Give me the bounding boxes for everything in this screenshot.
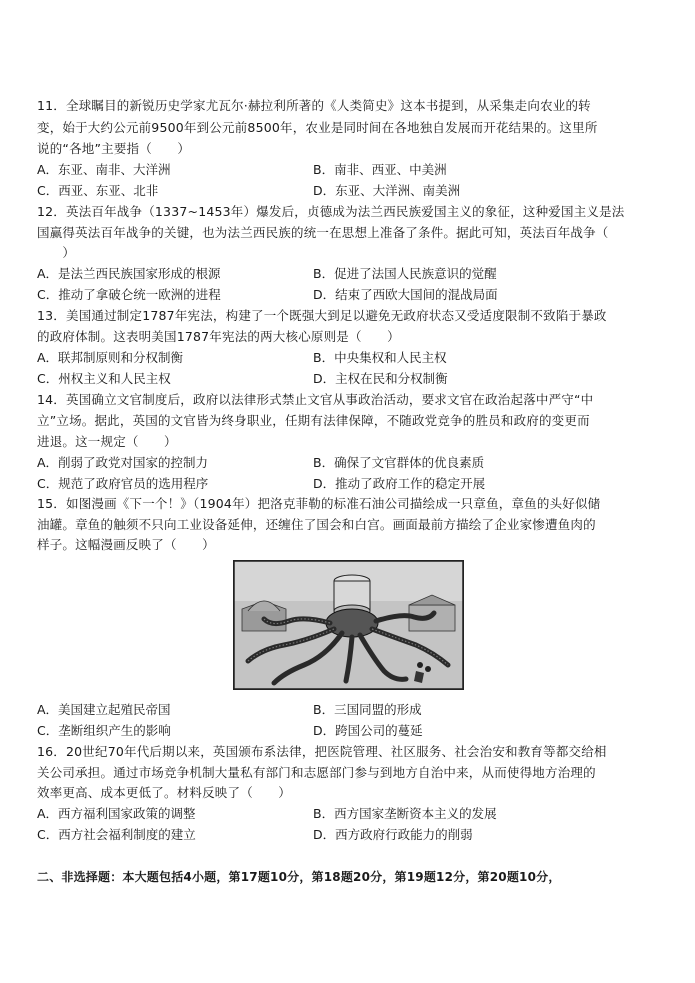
q12-option-b[interactable]: B．促进了法国人民族意识的觉醒	[313, 266, 497, 281]
q15-stem-line-3: 样子。这幅漫画反映了（ ）	[37, 537, 215, 552]
q12-option-d[interactable]: D．结束了西欧大国间的混战局面	[313, 287, 498, 302]
q12-stem-line-3: ）	[37, 245, 76, 260]
q14-option-c[interactable]: C．规范了政府官员的选用程序	[37, 476, 209, 491]
q14-stem-line-3: 进退。这一规定（ ）	[37, 434, 177, 449]
q14-stem-line-1: 14．英国确立文官制度后，政府以法律形式禁止文官从事政治活动，要求文官在政治起落中严守“中	[37, 392, 594, 407]
q16-stem-line-3: 效率更高、成本更低了。材料反映了（ ）	[37, 785, 292, 800]
q16-stem-line-2: 关公司承担。通过市场竞争机制大量私有部门和志愿部门参与到地方自治中来，从而使得地方治理的	[37, 765, 596, 780]
q13-option-d[interactable]: D．主权在民和分权制衡	[313, 371, 448, 386]
q12-option-a[interactable]: A．是法兰西民族国家形成的根源	[37, 266, 221, 281]
q15-option-c[interactable]: C．垄断组织产生的影响	[37, 723, 171, 738]
q13-option-c[interactable]: C．州权主义和人民主权	[37, 371, 171, 386]
q16-option-d[interactable]: D．西方政府行政能力的削弱	[313, 827, 473, 842]
octopus-cartoon-image	[233, 560, 464, 690]
octopus-cartoon-illustration	[234, 561, 463, 689]
q13-stem-line-1: 13．美国通过制定1787年宪法，构建了一个既强大到足以避免无政府状态又受适度限制不致陷于暴政	[37, 308, 607, 323]
q13-option-b[interactable]: B．中央集权和人民主权	[313, 350, 447, 365]
q11-stem-line-2: 变，始于大约公元前9500年到公元前8500年，农业是同时间在各地独自发展而开花结果的。这里所	[37, 120, 598, 135]
q12-option-c[interactable]: C．推动了拿破仑统一欧洲的进程	[37, 287, 221, 302]
q14-option-d[interactable]: D．推动了政府工作的稳定开展	[313, 476, 486, 491]
q16-option-a[interactable]: A．西方福利国家政策的调整	[37, 806, 196, 821]
q14-stem-line-2: 立”立场。据此，英国的文官皆为终身职业，任期有法律保障，不随政党竞争的胜员和政府的变更而	[37, 413, 590, 428]
q12-stem-line-1: 12．英法百年战争（1337~1453年）爆发后，贞德成为法兰西民族爱国主义的象征，这种爱国主义是法	[37, 204, 625, 219]
q16-stem-line-1: 16．20世纪70年代后期以来，英国颁布系法律，把医院管理、社区服务、社会治安和教育等都交给相	[37, 744, 607, 759]
q11-stem-line-1: 11．全球瞩目的新锐历史学家尤瓦尔·赫拉利所著的《人类简史》这本书提到，从采集走向农业的转	[37, 98, 591, 113]
q15-option-b[interactable]: B．三国同盟的形成	[313, 702, 422, 717]
q15-option-d[interactable]: D．跨国公司的蔓延	[313, 723, 423, 738]
q13-stem-line-2: 的政府体制。这表明美国1787年宪法的两大核心原则是（ ）	[37, 329, 400, 344]
q11-option-b[interactable]: B．南非、西亚、中美洲	[313, 162, 447, 177]
q12-stem-line-2: 国赢得英法百年战争的关键，也为法兰西民族的统一在思想上准备了条件。据此可知，英法百年战争（	[37, 225, 609, 240]
q11-option-c[interactable]: C．西亚、东亚、北非	[37, 183, 159, 198]
q13-option-a[interactable]: A．联邦制原则和分权制衡	[37, 350, 184, 365]
q11-stem-line-3: 说的“各地”主要指（ ）	[37, 141, 191, 156]
q11-option-a[interactable]: A．东亚、南非、大洋洲	[37, 162, 171, 177]
q11-option-d[interactable]: D．东亚、大洋洲、南美洲	[313, 183, 461, 198]
q16-option-c[interactable]: C．西方社会福利制度的建立	[37, 827, 196, 842]
q14-option-a[interactable]: A．削弱了政党对国家的控制力	[37, 455, 209, 470]
q16-option-b[interactable]: B．西方国家垄断资本主义的发展	[313, 806, 497, 821]
q15-stem-line-2: 油罐。章鱼的触须不只向工业设备延伸，还缠住了国会和白宫。画面最前方描绘了企业家惨遭鱼肉的	[37, 517, 596, 532]
q14-option-b[interactable]: B．确保了文官群体的优良素质	[313, 455, 485, 470]
section-2-heading: 二、非选择题：本大题包括4小题，第17题10分，第18题20分，第19题12分，第20题10分，	[37, 870, 561, 884]
q15-option-a[interactable]: A．美国建立起殖民帝国	[37, 702, 171, 717]
q15-stem-line-1: 15．如图漫画《下一个！》（1904年）把洛克菲勒的标准石油公司描绘成一只章鱼，章鱼的头好似储	[37, 496, 601, 511]
